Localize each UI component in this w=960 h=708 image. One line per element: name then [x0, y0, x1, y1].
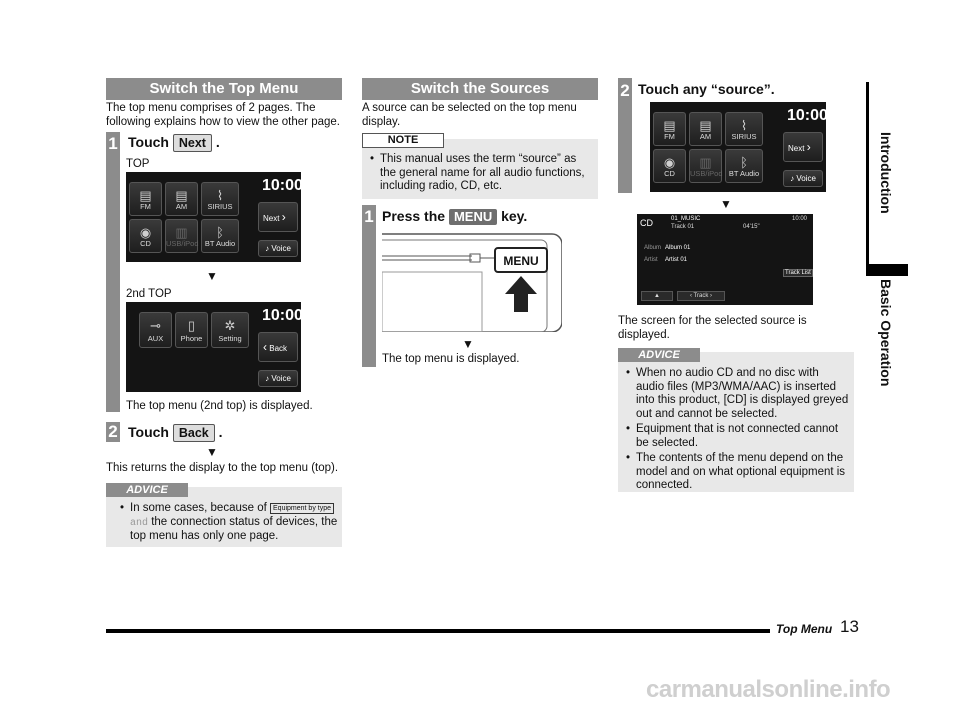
radio-icon: ▤ — [175, 188, 188, 203]
advice-item: • In some cases, because of Equipment by type and the connection status of devices, the top menu has only one page. — [120, 502, 338, 544]
down-arrow-icon: ▼ — [462, 337, 474, 351]
chevron-right-icon: › — [281, 210, 286, 224]
step-title: Touch any “source”. — [638, 81, 775, 97]
album-label: Album — [644, 245, 662, 251]
step-title — [128, 134, 220, 152]
top-label: TOP — [126, 158, 150, 170]
eject-icon: ▲ — [654, 293, 660, 299]
gear-icon: ✲ — [224, 318, 236, 333]
note-list — [370, 153, 592, 196]
chevron-right-icon: › — [710, 293, 712, 299]
next-button: Next › — [783, 132, 823, 162]
voice-button: ♪ Voice — [783, 170, 823, 187]
step-result: The top menu is displayed. — [382, 353, 520, 365]
advice-box — [618, 349, 854, 492]
tile-bt-audio: ᛒ BT Audio — [201, 219, 239, 253]
tile-fm: ▤ FM — [129, 182, 162, 216]
cd-source-screen — [637, 214, 813, 305]
radio-icon: ▤ — [663, 118, 676, 133]
voice-button: ♪ Voice — [258, 240, 298, 257]
note-item: • This manual uses the term “source” as the general name for all audio functions, including radio, CD, etc. — [370, 153, 592, 194]
radio-icon: ▤ — [139, 188, 152, 203]
step-result: The top menu (2nd top) is displayed. — [126, 400, 313, 412]
music-title: 01_MUSIC — [671, 216, 701, 222]
tab-line — [866, 82, 869, 268]
step-title — [382, 208, 527, 225]
footer-rule — [106, 629, 770, 633]
clock: 10:00 — [262, 177, 303, 194]
result-text: The screen for the selected source is displayed. — [618, 315, 807, 341]
track-number: Track 01 — [671, 224, 695, 230]
tab-marker — [866, 264, 908, 276]
voice-icon: ♪ — [790, 174, 795, 183]
step-number: 1 — [362, 205, 376, 367]
second-top-screen — [126, 302, 301, 392]
step-1-press-menu — [362, 205, 598, 367]
usb-icon: ▥ — [699, 155, 712, 170]
disc-icon: ◉ — [663, 155, 676, 170]
back-key: Back — [173, 424, 215, 442]
section-header: Switch the Top Menu — [106, 78, 342, 100]
advice-box — [106, 484, 342, 547]
tile-sirius: ⌇ SIRIUS — [201, 182, 239, 216]
voice-button: ♪ Voice — [258, 370, 298, 387]
top-menu-screen — [650, 102, 826, 192]
bluetooth-icon: ᛒ — [216, 225, 224, 240]
step-title — [128, 424, 223, 442]
tile-phone: ▯ Phone — [175, 312, 208, 348]
tile-setting: ✲ Setting — [211, 312, 249, 348]
step-title-pre: Touch — [128, 134, 169, 150]
tile-usb-ipod: ▥ USB/iPod — [165, 219, 198, 253]
column-switch-top-menu — [106, 78, 342, 129]
chevron-right-icon: › — [806, 140, 811, 154]
tab-introduction: Introduction — [878, 132, 894, 214]
advice-item: • When no audio CD and no disc with audio files (MP3/WMA/AAC) is inserted into this product, [CD] is displayed greyed out and cannot be selected. — [626, 367, 850, 421]
source-label: CD — [640, 218, 653, 228]
section-header: Switch the Sources — [362, 78, 598, 100]
advice-list — [626, 367, 850, 495]
step-number: 2 — [618, 78, 632, 193]
step-title-pre: Press the — [382, 208, 446, 224]
aux-icon: ⊸ — [150, 318, 161, 333]
chevron-left-icon: ‹ — [263, 340, 267, 354]
down-arrow-icon: ▼ — [720, 197, 732, 211]
step-title-post: key. — [501, 208, 528, 224]
chevron-left-icon: ‹ — [689, 293, 692, 299]
note-box — [362, 134, 598, 199]
equipment-by-type-ref: Equipment by type — [270, 503, 334, 514]
step-number: 1 — [106, 132, 120, 412]
step-1-block — [106, 132, 342, 412]
tile-sirius: ⌇ SIRIUS — [725, 112, 763, 146]
advice-tag: ADVICE — [618, 348, 700, 362]
watermark: carmanualsonline.info — [646, 676, 891, 703]
advice-item: • Equipment that is not connected cannot be selected. — [626, 423, 850, 450]
play-time: 04'15" — [743, 224, 760, 230]
advice-item: • The contents of the menu depend on the model and on what optional equipment is connected. — [626, 452, 850, 493]
clock: 10:00 — [787, 107, 828, 124]
step-number: 2 — [106, 422, 120, 442]
artist-label: Artist — [644, 257, 658, 263]
disc-icon: ◉ — [139, 225, 152, 240]
tile-usb-ipod: ▥ USB/iPod — [689, 149, 722, 183]
step-title-post: . — [218, 424, 223, 440]
advice-list — [120, 502, 338, 546]
top-menu-screen — [126, 172, 301, 262]
tab-basic-operation: Basic Operation — [878, 279, 894, 387]
next-button: Next › — [258, 202, 298, 232]
note-tag: NOTE — [362, 133, 444, 148]
track-list-button: Track List — [785, 270, 811, 276]
footer-title: Top Menu — [776, 622, 833, 636]
voice-icon: ♪ — [265, 374, 270, 383]
tile-am: ▤ AM — [689, 112, 722, 146]
column-switch-sources — [362, 78, 598, 129]
back-button: ‹ Back — [258, 332, 298, 362]
menu-button-label: MENU — [503, 254, 539, 268]
track-nav: ‹ Track › — [677, 291, 725, 301]
down-arrow-icon: ▼ — [206, 445, 218, 459]
down-arrow-icon: ▼ — [206, 269, 218, 283]
album-value: Album 01 — [665, 245, 691, 251]
menu-key: MENU — [449, 209, 497, 225]
step-2-touch-source — [618, 78, 854, 193]
tile-cd: ◉ CD — [129, 219, 162, 253]
voice-icon: ♪ — [265, 244, 270, 253]
radio-icon: ▤ — [699, 118, 712, 133]
tile-am: ▤ AM — [165, 182, 198, 216]
step-2-block — [106, 422, 342, 446]
clock: 10:00 — [792, 216, 808, 222]
step-title-pre: Touch — [128, 424, 169, 440]
satellite-icon: ⌇ — [740, 118, 748, 133]
clock: 10:00 — [262, 307, 303, 324]
artist-value: Artist 01 — [665, 257, 688, 263]
intro-text: The top menu comprises of 2 pages. The following explains how to view the other page. — [106, 102, 340, 128]
tile-aux: ⊸ AUX — [139, 312, 172, 348]
usb-icon: ▥ — [175, 225, 188, 240]
step-2-result: This returns the display to the top menu (top). — [106, 462, 339, 474]
eject-button — [641, 291, 673, 301]
side-tabs — [866, 82, 908, 562]
phone-icon: ▯ — [187, 318, 196, 333]
intro-text: A source can be selected on the top menu display. — [362, 102, 577, 128]
tile-bt-audio: ᛒ BT Audio — [725, 149, 763, 183]
head-unit-illustration — [382, 232, 562, 332]
tile-cd: ◉ CD — [653, 149, 686, 183]
next-key: Next — [173, 134, 212, 152]
tile-fm: ▤ FM — [653, 112, 686, 146]
bluetooth-icon: ᛒ — [740, 155, 748, 170]
page-number: 13 — [840, 617, 859, 636]
advice-tag: ADVICE — [106, 483, 188, 497]
second-top-label: 2nd TOP — [126, 288, 172, 300]
step-title-post: . — [215, 134, 220, 150]
satellite-icon: ⌇ — [216, 188, 224, 203]
